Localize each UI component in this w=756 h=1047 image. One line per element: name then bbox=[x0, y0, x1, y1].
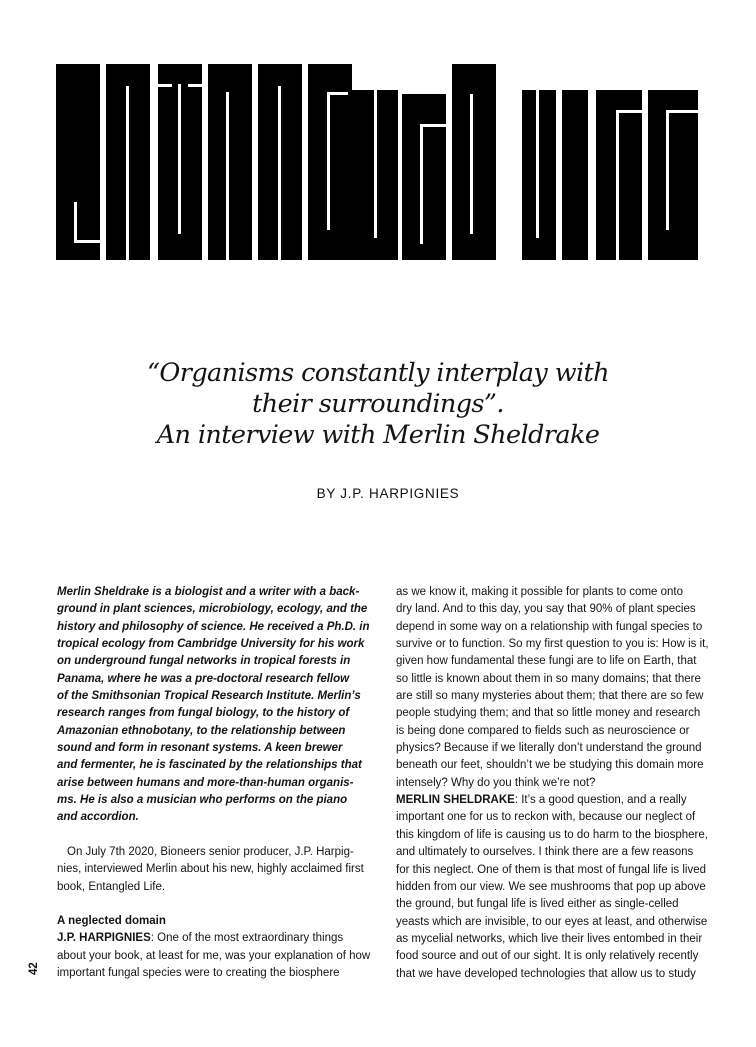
bio-line: Amazonian ethnobotany, to the relationship between bbox=[57, 724, 346, 737]
author-bio bbox=[57, 584, 379, 827]
answer-line bbox=[396, 792, 718, 809]
headline bbox=[0, 358, 756, 451]
answer-line: that we have developed technologies that allow us to study bbox=[396, 967, 696, 980]
answer-line: and ultimately to ourselves. I think there are a few reasons bbox=[396, 846, 694, 859]
masthead-letter-i bbox=[562, 90, 588, 260]
headline-line: “Organisms constantly interplay with bbox=[147, 358, 609, 388]
page-number bbox=[27, 962, 41, 982]
bio-line: of the Smithsonian Tropical Research Institute. Merlin’s bbox=[57, 690, 361, 703]
masthead-letter-e bbox=[402, 94, 446, 260]
bio-line: tropical ecology from Cambridge University for his work bbox=[57, 638, 365, 651]
masthead-letter-e bbox=[648, 90, 698, 260]
bio-line: ground in plant sciences, microbiology, ecology, and the bbox=[57, 603, 368, 616]
question-line: are still so many mysteries about them; that there are so few bbox=[396, 690, 704, 703]
question-line: beneath our feet, shouldn’t we be studying this domain more bbox=[396, 759, 704, 772]
masthead-letter-e bbox=[56, 64, 100, 260]
masthead-letter-d bbox=[452, 64, 496, 260]
bio-line: on underground fungal networks in tropical forests in bbox=[57, 655, 351, 668]
masthead-letter-l bbox=[522, 88, 556, 260]
bio-line: arise between humans and more-than-human organis- bbox=[57, 776, 354, 789]
question-line: given how fundamental these fungi are to life on Earth, that bbox=[396, 655, 697, 668]
question-line: depend in some way on a relationship with fungal species to bbox=[396, 620, 703, 633]
answer-line: as mycelial networks, which live their lives entombed in their bbox=[396, 932, 703, 945]
section-heading: A neglected domain bbox=[57, 914, 166, 927]
answer-line: food source and out of our sight. It is only relatively recently bbox=[396, 950, 699, 963]
question-line: as we know it, making it possible for plants to come onto bbox=[396, 586, 684, 598]
headline-line: their surroundings”. bbox=[252, 389, 504, 419]
answer-line: important one for us to reckon with, because our neglect of bbox=[396, 811, 696, 824]
answer-line: yeasts which are invisible, to our eyes at least, and otherwise bbox=[396, 915, 708, 928]
speaker-name: MERLIN SHELDRAKE bbox=[396, 794, 515, 807]
masthead-letter-l bbox=[348, 88, 398, 260]
paragraph-line: nies, interviewed Merlin about his new, highly acclaimed first bbox=[57, 863, 364, 876]
bio-line: and fermenter, he is fascinated by the relationships that bbox=[57, 759, 362, 772]
masthead-letter-f bbox=[596, 90, 642, 260]
question-line: so little is known about them in so many domains; that there bbox=[396, 672, 701, 685]
byline: BY J.P. HARPIGNIES bbox=[316, 486, 460, 501]
question-line: dry land. And to this day, you say that 90% of plant species bbox=[396, 603, 696, 616]
bio-line: sound and form in resonant systems. A keen brewer bbox=[57, 742, 343, 755]
bio-line: and accordion. bbox=[57, 811, 139, 824]
bio-line: ms. He is also a musician who performs on the piano bbox=[57, 794, 348, 807]
question-text: : One of the most extraordinary things bbox=[150, 932, 344, 945]
bio-line: research ranges from fungal biology, to the history of bbox=[57, 707, 350, 720]
question-line: intensely? Why do you think we’re not? bbox=[396, 776, 596, 789]
answer-line: the ground, but fungal life is lived either as single-celled bbox=[396, 898, 679, 911]
masthead-lettering bbox=[56, 64, 706, 260]
masthead-title bbox=[56, 64, 706, 260]
paragraph-line: book, Entangled Life. bbox=[57, 880, 166, 893]
speaker-name: J.P. HARPIGNIES bbox=[57, 932, 151, 945]
right-column bbox=[396, 584, 718, 983]
intro-paragraph bbox=[57, 844, 379, 896]
left-column bbox=[57, 584, 379, 982]
question-line bbox=[57, 930, 379, 947]
answer-line: this kingdom of life is causing us to do harm to the biosphere, bbox=[396, 828, 708, 841]
page-number-text: 42 bbox=[28, 962, 40, 975]
question-line: important fungal species were to creating the biosphere bbox=[57, 966, 340, 979]
question-line: physics? Because if we literally don’t understand the ground bbox=[396, 742, 702, 755]
question-line: about your book, at least for me, was your explanation of how bbox=[57, 949, 371, 962]
bio-line: history and philosophy of science. He received a Ph.D. in bbox=[57, 620, 370, 633]
bio-line: Panama, where he was a pre-doctoral research fellow bbox=[57, 672, 350, 685]
masthead-letter-a bbox=[208, 64, 252, 260]
masthead-letter-n bbox=[258, 64, 302, 260]
answer-line: for this neglect. One of them is that most of fungal life is lived bbox=[396, 863, 707, 876]
paragraph-line: On July 7th 2020, Bioneers senior producer, J.P. Harpig- bbox=[67, 845, 354, 858]
answer-text: : It’s a good question, and a really bbox=[514, 794, 687, 807]
question-line: people studying them; and that so little money and research bbox=[396, 707, 701, 720]
question-line: is being done compared to fields such as neuroscience or bbox=[396, 724, 690, 737]
masthead-letter-g bbox=[308, 64, 352, 260]
question-line: survive or to function. So my first question to you is: How is it, bbox=[396, 638, 709, 651]
answer-line: hidden from our view. We see mushrooms that pop up above bbox=[396, 880, 706, 893]
masthead-letter-n bbox=[106, 64, 150, 260]
masthead-letter-t bbox=[158, 64, 202, 260]
headline-line: An interview with Merlin Sheldrake bbox=[156, 420, 600, 450]
bio-line: Merlin Sheldrake is a biologist and a writer with a back- bbox=[57, 586, 360, 598]
